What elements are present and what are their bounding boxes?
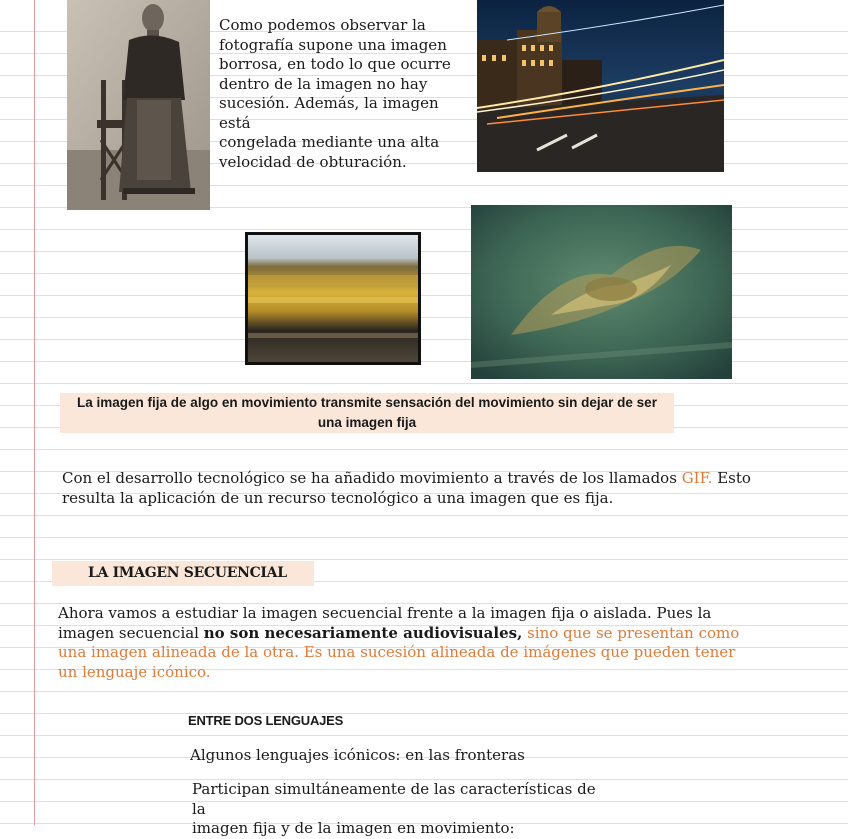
subheading: ENTRE DOS LENGUAJES xyxy=(188,713,344,728)
sequential-line-4: un lenguaje icónico. xyxy=(58,662,211,681)
gif-paragraph xyxy=(62,469,762,508)
intro-line: sucesión. Además, la imagen está xyxy=(219,94,439,132)
intro-line: Como podemos observar la xyxy=(219,16,426,34)
sequential-line-1: Ahora vamos a estudiar la imagen secuencial frente a la imagen fija o aislada. Pues la xyxy=(58,604,712,622)
vintage-portrait-photo xyxy=(67,0,210,210)
sequential-line-3: una imagen alineada de la otra. Es una sucesión alineada de imágenes que pueden tener xyxy=(58,643,736,661)
final-line-1: Participan simultáneamente de las características de la xyxy=(192,780,596,818)
motion-blur-train-photo xyxy=(245,232,421,365)
border-languages-line: Algunos lenguajes icónicos: en las fronteras xyxy=(190,746,525,764)
intro-line: congelada mediante una alta xyxy=(219,133,440,151)
section-heading xyxy=(52,561,314,586)
gif-paragraph-line-1 xyxy=(62,469,762,489)
sequential-paragraph xyxy=(58,604,778,682)
gif-paragraph-line-2: resulta la aplicación de un recurso tecnológico a una imagen que es fija. xyxy=(62,488,614,507)
sequential-text-before: imagen secuencial xyxy=(58,623,204,642)
caption-line-1: La imagen fija de algo en movimiento transmite sensación del movimiento sin dejar de ser xyxy=(77,395,657,410)
caption-line-2: una imagen fija xyxy=(317,415,417,430)
intro-line: dentro de la imagen no hay xyxy=(219,74,428,93)
final-line-2: imagen fija y de la imagen en movimiento: xyxy=(192,819,515,837)
intro-line: fotografía supone una imagen xyxy=(219,35,447,54)
intro-paragraph xyxy=(219,16,469,172)
motion-blur-turtle-photo xyxy=(471,205,732,379)
notebook-margin-line xyxy=(34,0,35,825)
image-caption xyxy=(60,393,674,433)
sequential-orange-text: sino que se presentan como xyxy=(522,623,740,642)
section-heading-text: LA IMAGEN SECUENCIAL xyxy=(88,565,287,581)
intro-line: velocidad de obturación. xyxy=(219,152,407,171)
gif-text-after: Esto xyxy=(712,469,751,487)
gif-term: GIF. xyxy=(681,469,713,487)
long-exposure-city-street-photo xyxy=(477,0,724,172)
final-paragraph xyxy=(192,780,612,839)
intro-line: borrosa, en todo lo que ocurre xyxy=(219,55,451,73)
gif-text-before: Con el desarrollo tecnológico se ha añadido movimiento a través de los llamados xyxy=(62,469,682,487)
sequential-line-2 xyxy=(58,624,778,644)
sequential-bold-text: no son necesariamente audiovisuales, xyxy=(203,623,523,642)
